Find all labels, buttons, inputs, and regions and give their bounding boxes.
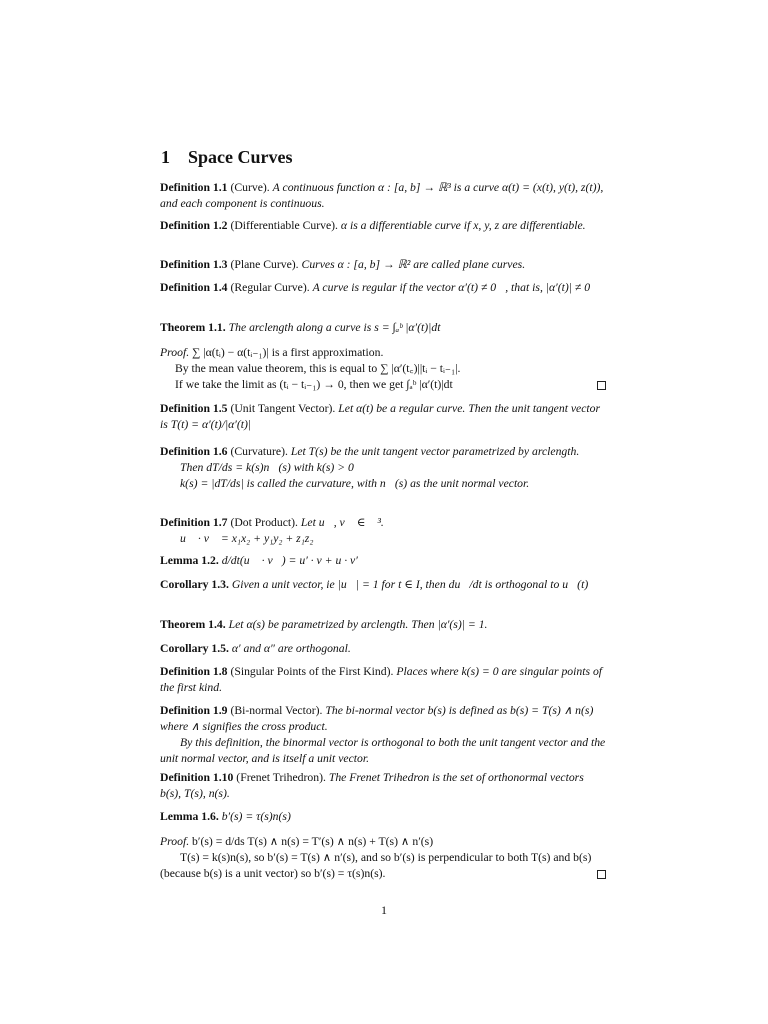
block-line: k(s) = |dT/ds| is called the curvature, with n⃗(s) as the unit normal vector. [180, 477, 530, 490]
definition-1-3 [160, 257, 606, 273]
corollary-1-3 [160, 577, 606, 593]
block-label: Corollary 1.3. [160, 578, 229, 591]
proof-label: Proof. [160, 346, 190, 359]
block-text: Let α(t) be a regular curve. Then the unit tangent vector is T(t) = α′(t)/|α′(t)| [160, 402, 601, 431]
section-heading [161, 147, 293, 168]
block-label: Definition 1.6 [160, 445, 228, 458]
block-label: Definition 1.5 [160, 402, 228, 415]
proof-label: Proof. [160, 835, 190, 848]
block-line: By this definition, the binormal vector is orthogonal to both the unit tangent vector and the unit normal vector, and is itself a unit vector. [160, 736, 606, 765]
block-text: Curves α : [a, b] → ℝ² are called plane curves. [301, 258, 526, 271]
block-name: (Dot Product). [230, 516, 298, 529]
section-title: Space Curves [188, 147, 293, 167]
block-text: The bi-normal vector b(s) is defined as b(s) = T(s) ∧ n(s) where ∧ signifies the cross product. [160, 704, 594, 733]
block-label: Definition 1.4 [160, 281, 228, 294]
block-label: Definition 1.8 [160, 665, 228, 678]
block-line: Then dT/ds = k(s)n⃗(s) with k(s) > 0 [180, 461, 354, 474]
theorem-1-1 [160, 320, 606, 336]
block-name: (Singular Points of the First Kind). [230, 665, 394, 678]
definition-1-10 [160, 770, 606, 802]
block-text: α is a differentiable curve if x, y, z are differentiable. [340, 219, 586, 232]
definition-1-1 [160, 180, 606, 212]
block-name: (Differentiable Curve). [230, 219, 338, 232]
block-label: Lemma 1.6. [160, 810, 219, 823]
proof-line: b′(s) = d/ds T(s) ∧ n(s) = T′(s) ∧ n(s) + T(s) ∧ n′(s) [192, 835, 434, 848]
block-line: u⃗ · v⃗ = x₁x₂ + y₁y₂ + z₁z₂ [180, 532, 314, 545]
block-text: The Frenet Trihedron is the set of orthonormal vectors b(s), T(s), n(s). [160, 771, 584, 800]
block-text: A curve is regular if the vector α′(t) ≠ 0⃗, that is, |α′(t)| ≠ 0 [312, 281, 591, 294]
block-name: (Bi-normal Vector). [230, 704, 323, 717]
block-name: (Unit Tangent Vector). [230, 402, 336, 415]
definition-1-5 [160, 401, 606, 433]
block-label: Definition 1.9 [160, 704, 228, 717]
proof-line: ∑ |α(tᵢ) − α(tᵢ₋₁)| is a first approximation. [192, 346, 384, 359]
block-text: Let α(s) be parametrized by arclength. Then |α′(s)| = 1. [228, 618, 488, 631]
page-number: 1 [381, 903, 387, 917]
block-label: Definition 1.7 [160, 516, 228, 529]
qed-square-icon [597, 381, 606, 390]
section-number: 1 [161, 147, 170, 167]
block-text: Places where k(s) = 0 are singular points of the first kind. [160, 665, 603, 694]
block-label: Corollary 1.5. [160, 642, 229, 655]
block-text: Given a unit vector, ie |u⃗| = 1 for t ∈ I, then du⃗/dt is orthogonal to u⃗(t) [231, 578, 589, 591]
definition-1-8 [160, 664, 606, 696]
proof-line: By the mean value theorem, this is equal to ∑ |α′(t꜀)||tᵢ − tᵢ₋₁|. [175, 362, 461, 375]
block-text: The arclength along a curve is s = ∫ₐᵇ |α′(t)|dt [228, 321, 441, 334]
block-text: α′ and α″ are orthogonal. [231, 642, 351, 655]
block-text: d/dt(u⃗ · v⃗) = u′ · v + u · v′ [221, 554, 358, 567]
proof-1 [160, 345, 606, 393]
block-label: Lemma 1.2. [160, 554, 219, 567]
block-name: (Plane Curve). [230, 258, 299, 271]
proof-2 [160, 834, 606, 882]
lemma-1-2 [160, 553, 606, 569]
block-label: Definition 1.2 [160, 219, 228, 232]
proof-line: If we take the limit as (tᵢ − tᵢ₋₁) → 0, then we get ∫ₐᵇ |α′(t)|dt [175, 378, 453, 391]
block-name: (Curvature). [230, 445, 288, 458]
block-label: Definition 1.3 [160, 258, 228, 271]
definition-1-7 [160, 515, 606, 547]
theorem-1-4 [160, 617, 606, 633]
block-text: b′(s) = τ(s)n(s) [221, 810, 291, 823]
lemma-1-6 [160, 809, 606, 825]
definition-1-6 [160, 444, 606, 492]
block-label: Definition 1.1 [160, 181, 228, 194]
block-label: Theorem 1.1. [160, 321, 226, 334]
block-label: Definition 1.10 [160, 771, 234, 784]
block-text: Let T(s) be the unit tangent vector parametrized by arclength. [290, 445, 580, 458]
proof-line: T(s) = k(s)n(s), so b′(s) = T(s) ∧ n′(s), and so b′(s) is perpendicular to both T(s) and b(s) (because b(s) is a unit vector) so b′(s) = τ(s)n(s). [160, 851, 592, 880]
qed-square-icon [597, 870, 606, 879]
block-label: Theorem 1.4. [160, 618, 226, 631]
block-name: (Regular Curve). [230, 281, 310, 294]
definition-1-2 [160, 218, 606, 234]
definition-1-9 [160, 703, 606, 767]
definition-1-4 [160, 280, 606, 296]
corollary-1-5 [160, 641, 606, 657]
block-text: A continuous function α : [a, b] → ℝ³ is a curve α(t) = (x(t), y(t), z(t)), and each component is continuous. [160, 181, 604, 210]
block-text: Let u⃗, v⃗ ∈ ℝ³. [300, 516, 384, 529]
block-name: (Frenet Trihedron). [236, 771, 326, 784]
block-name: (Curve). [230, 181, 270, 194]
